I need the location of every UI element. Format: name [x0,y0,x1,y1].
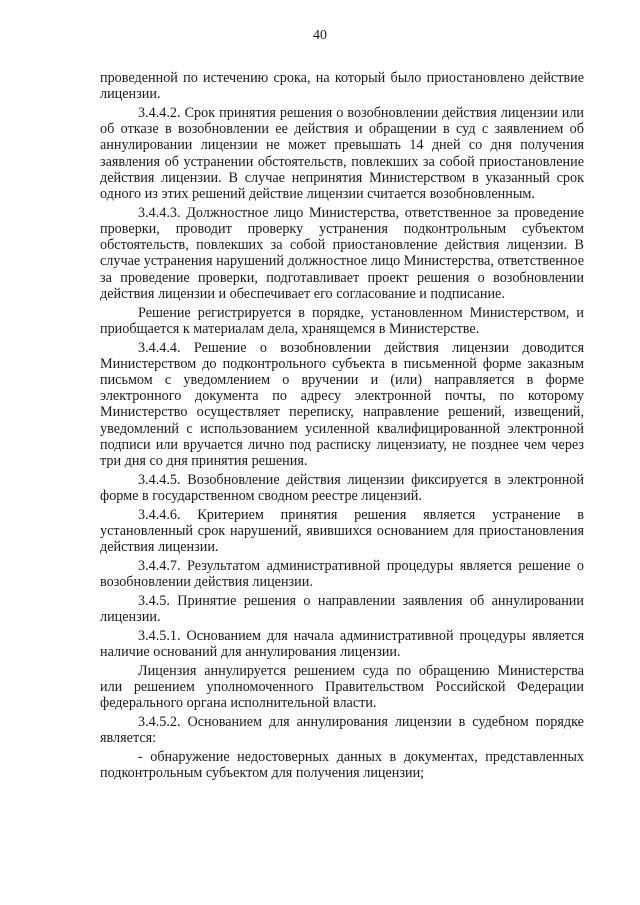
paragraph-3-4-4-3: 3.4.4.3. Должностное лицо Министерства, ответственное за проведение проверки, проводит проверку устранения подконтрольным субъектом обстоятельств, повлекших за собой приостановление действия лицензии. В случае устранения нарушений должностное лицо Министерства, ответственное за проведение проверки, подготавливает проект решения о возобновлении действия лицензии и обеспечивает его согласование и подписание. [100,204,584,302]
paragraph-3-4-5-1: 3.4.5.1. Основанием для начала административной процедуры является наличие оснований для аннулирования лицензии. [100,628,584,661]
paragraph-3-4-4-2: 3.4.4.2. Срок принятия решения о возобновлении действия лицензии или об отказе в возобновлении ее действия и обращении в суд с заявлением об аннулировании лицензии не может превышать 14 дней со дня получения заявления об устранении обстоятельств, повлекших за собой приостановление действия лицензии. В случае непринятия Министерством в указанный срок одного из этих решений действие лицензии считается возобновленным. [100,105,584,203]
paragraph-license-annulment: Лицензия аннулируется решением суда по обращению Министерства или решением уполномоченного Правительством Российской Федерации федерального органа исполнительной власти. [100,663,584,712]
page-number: 40 [313,28,327,43]
document-body [100,70,584,784]
paragraph-3-4-4-5: 3.4.4.5. Возобновление действия лицензии фиксируется в электронной форме в государственном сводном реестре лицензий. [100,471,584,505]
paragraph-3-4-4-6: 3.4.4.6. Критерием принятия решения является устранение в установленный срок нарушений, явившихся основанием для приостановления действия лицензии. [100,506,584,556]
list-item-unreliable-data: - обнаружение недостоверных данных в документах, представленных подконтрольным субъектом для получения лицензии; [100,749,584,782]
paragraph-3-4-4-7: 3.4.4.7. Результатом административной процедуры является решение о возобновлении действия лицензии. [100,558,584,591]
paragraph-continuation: проведенной по истечению срока, на который было приостановлено действие лицензии. [100,70,584,103]
paragraph-3-4-5-2: 3.4.5.2. Основанием для аннулирования лицензии в судебном порядке является: [100,714,584,747]
paragraph-3-4-4-4: 3.4.4.4. Решение о возобновлении действия лицензии доводится Министерством до подконтрольного субъекта в письменной форме заказным письмом с уведомлением о вручении и (или) направляется в форме электронного документа по адресу электронной почты, по которому Министерство осуществляет переписку, направление решений, извещений, уведомлений с использованием усиленной квалифицированной электронной подписи или вручается лично под расписку лицензиату, не позднее чем через три дня со дня принятия решения. [100,339,584,470]
paragraph-decision-registration: Решение регистрируется в порядке, установленном Министерством, и приобщается к материалам дела, хранящемся в Министерстве. [100,304,584,337]
paragraph-3-4-5: 3.4.5. Принятие решения о направлении заявления об аннулировании лицензии. [100,593,584,626]
